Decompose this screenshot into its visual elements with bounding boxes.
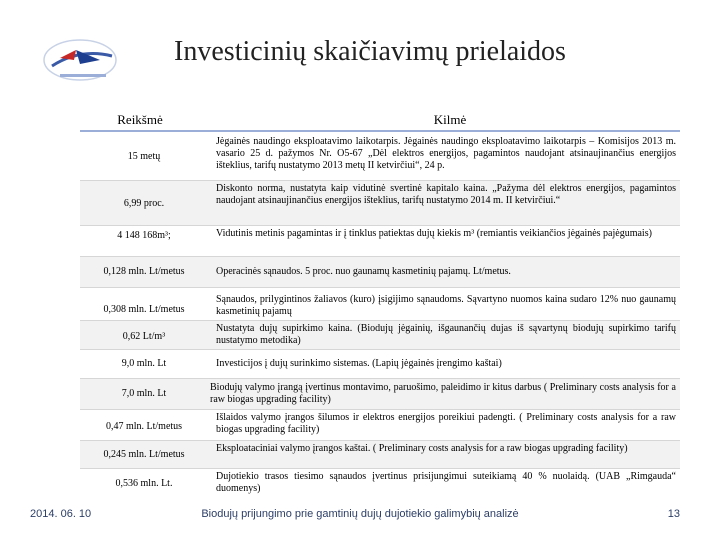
row-value: 0,536 mln. Lt. <box>115 478 173 489</box>
row-value: 0,128 mln. Lt/metus <box>103 266 185 277</box>
table-row <box>80 226 680 257</box>
table-row <box>80 181 680 226</box>
table-row <box>80 469 680 499</box>
header-divider <box>80 130 680 132</box>
row-description: Investicijos į dujų surinkimo sistemas. (Lapių jėgainės įrengimo kaštai) <box>216 358 502 369</box>
table-row <box>80 321 680 350</box>
table-row <box>80 288 680 321</box>
row-description: Dujotiekio trasos tiesimo sąnaudos įvertinus prisijungimui suteikiamą 40 % nuolaidą. (UAB „Rimgauda“ duomenys) <box>216 471 676 494</box>
row-value: 7,0 mln. Lt <box>121 388 167 399</box>
row-value: 6,99 proc. <box>123 198 165 209</box>
table-row <box>80 410 680 441</box>
row-value: 0,308 mln. Lt/metus <box>103 304 185 315</box>
row-description: Biodujų valymo įrangą įvertinus montavimo, paruošimo, paleidimo ir kitus darbus ( Preliminary costs analysis for a raw biogas upgrading facility) <box>210 382 676 405</box>
table-row <box>80 134 680 181</box>
column-header-value: Reikšmė <box>117 112 163 127</box>
footer-date: 2014. 06. 10 <box>30 508 92 520</box>
table-row <box>80 441 680 469</box>
row-description: Nustatyta dujų supirkimo kaina. (Biodujų jėgainių, išgaunančių dujas iš sąvartynų biodujų supirkimo tarifų nustatymo metodika) <box>216 323 676 346</box>
row-description: Operacinės sąnaudos. 5 proc. nuo gaunamų kasmetinių pajamų. Lt/metus. <box>216 266 511 277</box>
row-value: 9,0 mln. Lt <box>121 358 167 369</box>
column-header-origin: Kilmė <box>433 112 467 127</box>
row-value: 0,245 mln. Lt/metus <box>103 449 185 460</box>
row-description: Sąnaudos, prilygintinos žaliavos (kuro) įsigijimo sąnaudoms. Sąvartyno nuomos kaina sudaro 12% nuo gaunamų kasmetinių pajamų <box>216 294 676 317</box>
row-value: 15 metų <box>127 151 161 162</box>
footer-title: Biodujų prijungimo prie gamtinių dujų dujotiekio galimybių analizė <box>201 508 519 520</box>
row-description: Diskonto norma, nustatyta kaip vidutinė svertinė kapitalo kaina. „Pažyma dėl elektros energijos, pagamintos naudojant atsinaujinančius energijos išteklius, tarifų nustatymo 2014 m. II ketvirčiui.“ <box>216 183 676 206</box>
row-description: Jėgainės naudingo eksploatavimo laikotarpis. Jėgainės naudingo eksploatavimo laikotarpis – Komisijos 2013 m. vasario 25 d. pažymos Nr. O5-67 „Dėl elektros energijos, pagamintos naudojant atsinaujinančius energijos išteklius, tarifų nustatymo 2013 metų II ketvirčiui“, 24 p. <box>216 136 676 171</box>
row-value: 0,62 Lt/m³ <box>122 331 166 342</box>
row-value: 0,47 mln. Lt/metus <box>105 421 183 432</box>
page-number: 13 <box>667 508 680 520</box>
table-row <box>80 257 680 288</box>
row-description: Vidutinis metinis pagamintas ir į tinklus patiektas dujų kiekis m³ (remiantis veikiančios jėgainės pajėgumais) <box>216 228 652 239</box>
row-value: 4 148 168m³; <box>117 230 171 241</box>
slide-title: Investicinių skaičiavimų prielaidos <box>174 36 566 67</box>
table-row <box>80 350 680 379</box>
row-description: Išlaidos valymo įrangos šilumos ir elektros energijos poreikiui padengti. ( Preliminary costs analysis for a raw biogas upgrading facility) <box>216 412 676 435</box>
row-description: Eksploataciniai valymo įrangos kaštai. ( Preliminary costs analysis for a raw biogas upgrading facility) <box>216 443 628 454</box>
table-row <box>80 379 680 410</box>
